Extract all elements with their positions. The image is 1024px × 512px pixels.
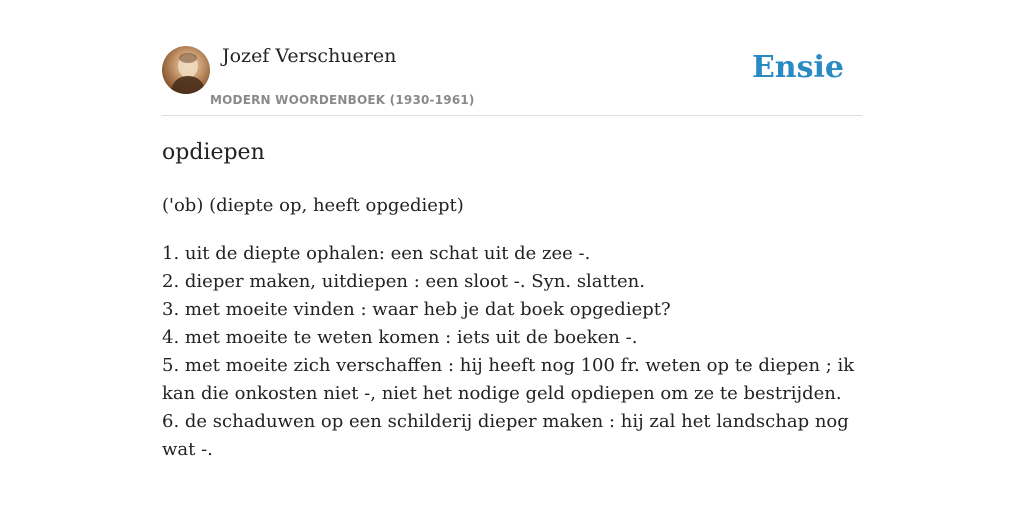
entry-senses (162, 240, 862, 464)
sense-item: 1. uit de diepte ophalen: een schat uit de zee -. (162, 243, 591, 264)
sense-item: 3. met moeite vinden : waar heb je dat boek opgediept? (162, 299, 671, 320)
sense-item: 4. met moeite te weten komen : iets uit de boeken -. (162, 327, 638, 348)
sense-item: 6. de schaduwen op een schilderij dieper maken : hij zal het landschap nog wat -. (162, 411, 849, 460)
author-portrait-icon (162, 46, 210, 94)
author-name[interactable]: Jozef Verschueren (222, 45, 397, 67)
sense-item: 2. dieper maken, uitdiepen : een sloot -. Syn. slatten. (162, 271, 645, 292)
ensie-logo[interactable]: Ensie (751, 50, 844, 85)
author-avatar[interactable] (162, 46, 210, 94)
entry-grammar: ('ob) (diepte op, heeft opgediept) (162, 195, 464, 216)
header-divider (162, 115, 862, 116)
sense-item: 5. met moeite zich verschaffen : hij heeft nog 100 fr. weten op te diepen ; ik kan die onkosten niet -, niet het nodige geld opdiepen om ze te bestrijden. (162, 355, 855, 404)
entry-headword: opdiepen (162, 140, 265, 165)
entry-card (162, 0, 862, 512)
source-label[interactable]: MODERN WOORDENBOEK (1930-1961) (210, 93, 475, 107)
